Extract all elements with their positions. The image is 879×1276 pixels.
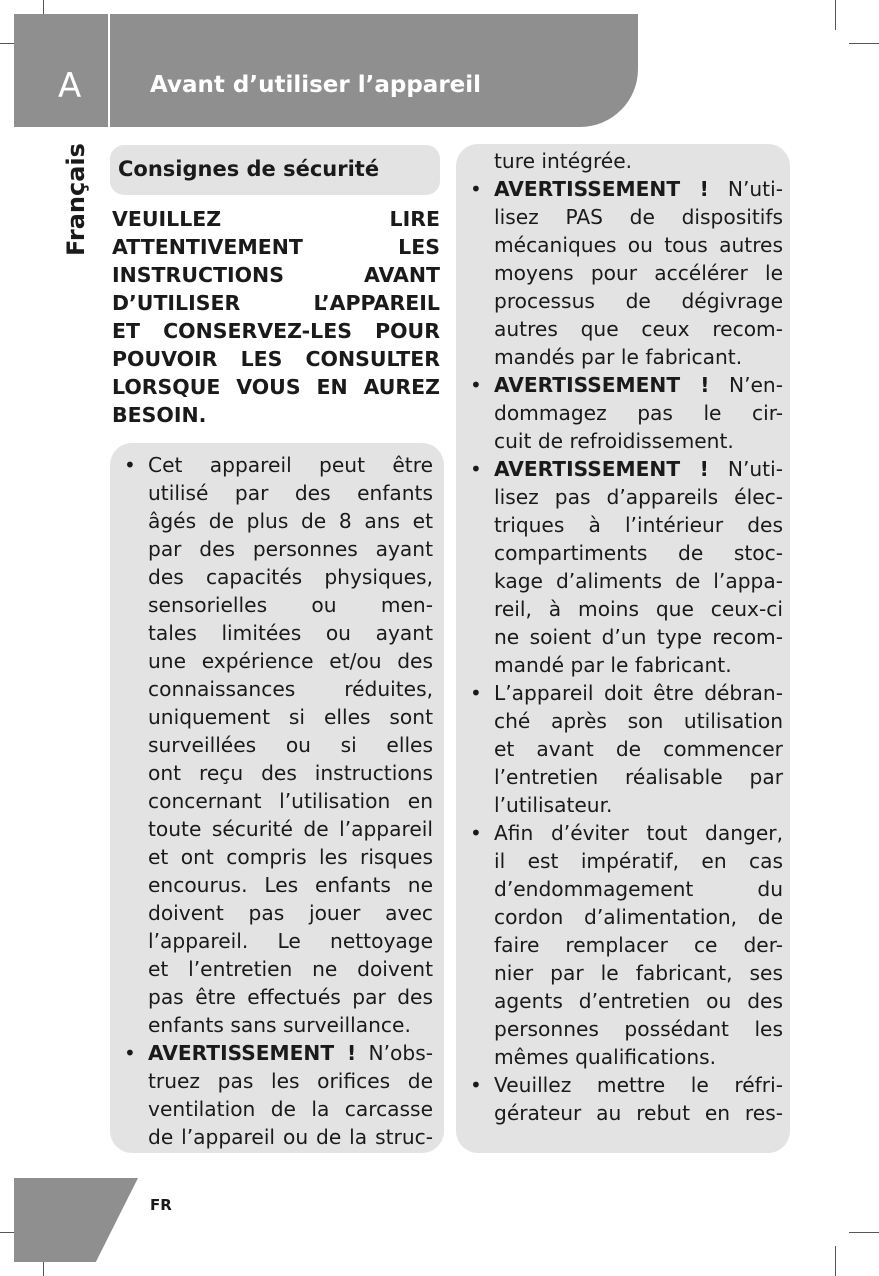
line-text: N’obs- xyxy=(356,1041,434,1065)
text-line xyxy=(120,787,433,815)
text-line xyxy=(466,707,783,735)
text-line xyxy=(120,843,433,871)
crop-mark-top-right-h xyxy=(849,43,879,44)
right-column-box xyxy=(456,144,790,1153)
line-text: dommagez pas le cir- xyxy=(494,401,783,425)
text-line xyxy=(120,927,433,955)
line-text: pas être effectués par des xyxy=(148,985,433,1009)
line-text: l’utilisateur. xyxy=(494,793,613,817)
warning-label: AVERTISSEMENT ! xyxy=(494,177,709,201)
text-line xyxy=(466,539,783,567)
text-line xyxy=(120,675,433,703)
line-text: sensorielles ou men- xyxy=(148,593,433,617)
line-text: Cet appareil peut être xyxy=(148,453,433,477)
left-column-text xyxy=(120,451,433,1151)
line-text: concernant l’utilisation en xyxy=(148,789,433,813)
left-column-box xyxy=(110,443,444,1153)
text-line xyxy=(120,507,433,535)
text-line xyxy=(466,1043,783,1071)
line-text: âgés de plus de 8 ans et xyxy=(148,509,433,533)
text-line xyxy=(466,231,783,259)
line-text: une expérience et/ou des xyxy=(148,649,433,673)
line-text: mandé par le fabricant. xyxy=(494,653,732,677)
bullet-line xyxy=(120,451,433,479)
text-line xyxy=(120,731,433,759)
text-line xyxy=(466,735,783,763)
line-text: faire remplacer ce der- xyxy=(494,933,783,957)
line-text: truez pas les orifices de xyxy=(148,1069,433,1093)
text-line xyxy=(466,343,783,371)
line-text: d’endommagement du xyxy=(494,877,783,901)
line-text: encourus. Les enfants ne xyxy=(148,873,433,897)
intro-line: LORSQUE VOUS EN AUREZ xyxy=(112,375,440,399)
text-line xyxy=(466,651,783,679)
bullet-line xyxy=(466,455,783,483)
intro-line: ET CONSERVEZ-LES POUR xyxy=(112,319,440,343)
text-line xyxy=(120,619,433,647)
line-text: triques à l’intérieur des xyxy=(494,513,783,537)
text-line xyxy=(120,871,433,899)
text-line xyxy=(120,815,433,843)
text-line xyxy=(120,703,433,731)
line-text: compartiments de stoc- xyxy=(494,541,783,565)
line-text: N’uti- xyxy=(708,177,783,201)
crop-mark-bottom-right-h xyxy=(849,1232,879,1233)
text-line xyxy=(120,899,433,927)
text-line xyxy=(466,147,783,175)
text-line xyxy=(466,623,783,651)
language-label-text: Français xyxy=(62,143,90,256)
text-line xyxy=(466,595,783,623)
text-line xyxy=(466,959,783,987)
line-text: ne soient d’un type recom- xyxy=(494,625,783,649)
line-text: personnes possédant les xyxy=(494,1017,783,1041)
line-text: l’appareil. Le nettoyage xyxy=(148,929,433,953)
text-line xyxy=(466,987,783,1015)
line-text: enfants sans surveillance. xyxy=(148,1013,411,1037)
line-text: reil, à moins que ceux-ci xyxy=(494,597,783,621)
text-line xyxy=(466,511,783,539)
line-text: L’appareil doit être débran- xyxy=(494,681,783,705)
line-text: tales limitées ou ayant xyxy=(148,621,433,645)
section-heading-text: Consignes de sécurité xyxy=(118,157,380,181)
line-text: ont reçu des instructions xyxy=(148,761,433,785)
text-line xyxy=(466,1099,783,1127)
intro-line: VEUILLEZ LIRE xyxy=(112,207,440,231)
line-text: mécaniques ou tous autres xyxy=(494,233,783,257)
line-text: Afin d’éviter tout danger, xyxy=(494,821,783,845)
line-text: connaissances réduites, xyxy=(148,677,433,701)
footer-tab xyxy=(14,1178,138,1262)
line-text: Veuillez mettre le réfri- xyxy=(494,1073,783,1097)
intro-line: D’UTILISER L’APPAREIL xyxy=(112,291,440,315)
text-line xyxy=(466,931,783,959)
header-divider xyxy=(108,14,110,127)
crop-mark-top-right-v xyxy=(835,0,836,30)
line-text: gérateur au rebut en res- xyxy=(494,1101,783,1125)
line-text: cuit de refroidissement. xyxy=(494,429,734,453)
text-line xyxy=(120,563,433,591)
text-line xyxy=(120,535,433,563)
text-line xyxy=(466,875,783,903)
line-text: kage d’aliments de l’appa- xyxy=(494,569,783,593)
text-line xyxy=(120,647,433,675)
crop-mark-bottom-right-v xyxy=(835,1246,836,1276)
warning-label: AVERTISSEMENT ! xyxy=(148,1041,357,1065)
line-text: des capacités physiques, xyxy=(148,565,433,589)
bullet-line xyxy=(466,175,783,203)
line-text: autres que ceux recom- xyxy=(494,317,783,341)
line-text: et l’entretien ne doivent xyxy=(148,957,433,981)
line-text: agents d’entretien ou des xyxy=(494,989,783,1013)
line-text: il est impératif, en cas xyxy=(494,849,783,873)
line-text: mêmes qualifications. xyxy=(494,1045,717,1069)
line-text: processus de dégivrage xyxy=(494,289,783,313)
line-text: de l’appareil ou de la struc- xyxy=(148,1125,433,1149)
text-line xyxy=(466,567,783,595)
line-text: doivent pas jouer avec xyxy=(148,901,433,925)
text-line xyxy=(120,479,433,507)
line-text: toute sécurité de l’appareil xyxy=(148,817,433,841)
text-line xyxy=(120,1011,433,1039)
text-line xyxy=(120,1067,433,1095)
text-line xyxy=(466,763,783,791)
text-line xyxy=(120,1095,433,1123)
bullet-line xyxy=(466,819,783,847)
line-text: surveillées ou si elles xyxy=(148,733,433,757)
intro-line: ATTENTIVEMENT LES xyxy=(112,235,440,259)
text-line xyxy=(466,903,783,931)
bullet-line xyxy=(466,1071,783,1099)
bullet-line xyxy=(466,679,783,707)
line-text: mandés par le fabricant. xyxy=(494,345,743,369)
line-text: utilisé par des enfants xyxy=(148,481,433,505)
language-label xyxy=(62,144,96,256)
line-text: cordon d’alimentation, de xyxy=(494,905,783,929)
text-line xyxy=(466,315,783,343)
line-text: N’en- xyxy=(709,373,784,397)
section-letter: A xyxy=(58,66,82,106)
warning-label: AVERTISSEMENT ! xyxy=(494,373,710,397)
line-text: uniquement si elles sont xyxy=(148,705,433,729)
intro-line: BESOIN. xyxy=(112,403,207,427)
text-line xyxy=(466,791,783,819)
text-line xyxy=(466,483,783,511)
line-text: et avant de commencer xyxy=(494,737,783,761)
bullet-line xyxy=(120,1039,433,1067)
text-line xyxy=(466,427,783,455)
right-column-text xyxy=(466,147,783,1127)
line-text: l’entretien réalisable par xyxy=(494,765,783,789)
page-title: Avant d’utiliser l’appareil xyxy=(150,72,482,98)
line-text: par des personnes ayant xyxy=(148,537,433,561)
section-heading xyxy=(110,145,440,195)
text-line xyxy=(466,399,783,427)
text-line xyxy=(466,847,783,875)
line-text: moyens pour accélérer le xyxy=(494,261,783,285)
intro-line: INSTRUCTIONS AVANT xyxy=(112,263,440,287)
line-text: ventilation de la carcasse xyxy=(148,1097,433,1121)
text-line xyxy=(120,759,433,787)
text-line xyxy=(466,259,783,287)
bullet-line xyxy=(466,371,783,399)
line-text: et ont compris les risques xyxy=(148,845,433,869)
line-text: nier par le fabricant, ses xyxy=(494,961,783,985)
line-text: N’uti- xyxy=(708,457,783,481)
text-line xyxy=(466,287,783,315)
text-line xyxy=(466,203,783,231)
warning-label: AVERTISSEMENT ! xyxy=(494,457,709,481)
intro-warning xyxy=(112,205,440,429)
line-text: ture intégrée. xyxy=(494,149,633,173)
line-text: ché après son utilisation xyxy=(494,709,783,733)
intro-line: POUVOIR LES CONSULTER xyxy=(112,347,440,371)
line-text: lisez pas d’appareils élec- xyxy=(494,485,783,509)
text-line xyxy=(120,955,433,983)
page-language-code: FR xyxy=(150,1196,172,1214)
text-line xyxy=(120,591,433,619)
text-line xyxy=(120,983,433,1011)
text-line xyxy=(466,1015,783,1043)
line-text: lisez PAS de dispositifs xyxy=(494,205,783,229)
text-line xyxy=(120,1123,433,1151)
